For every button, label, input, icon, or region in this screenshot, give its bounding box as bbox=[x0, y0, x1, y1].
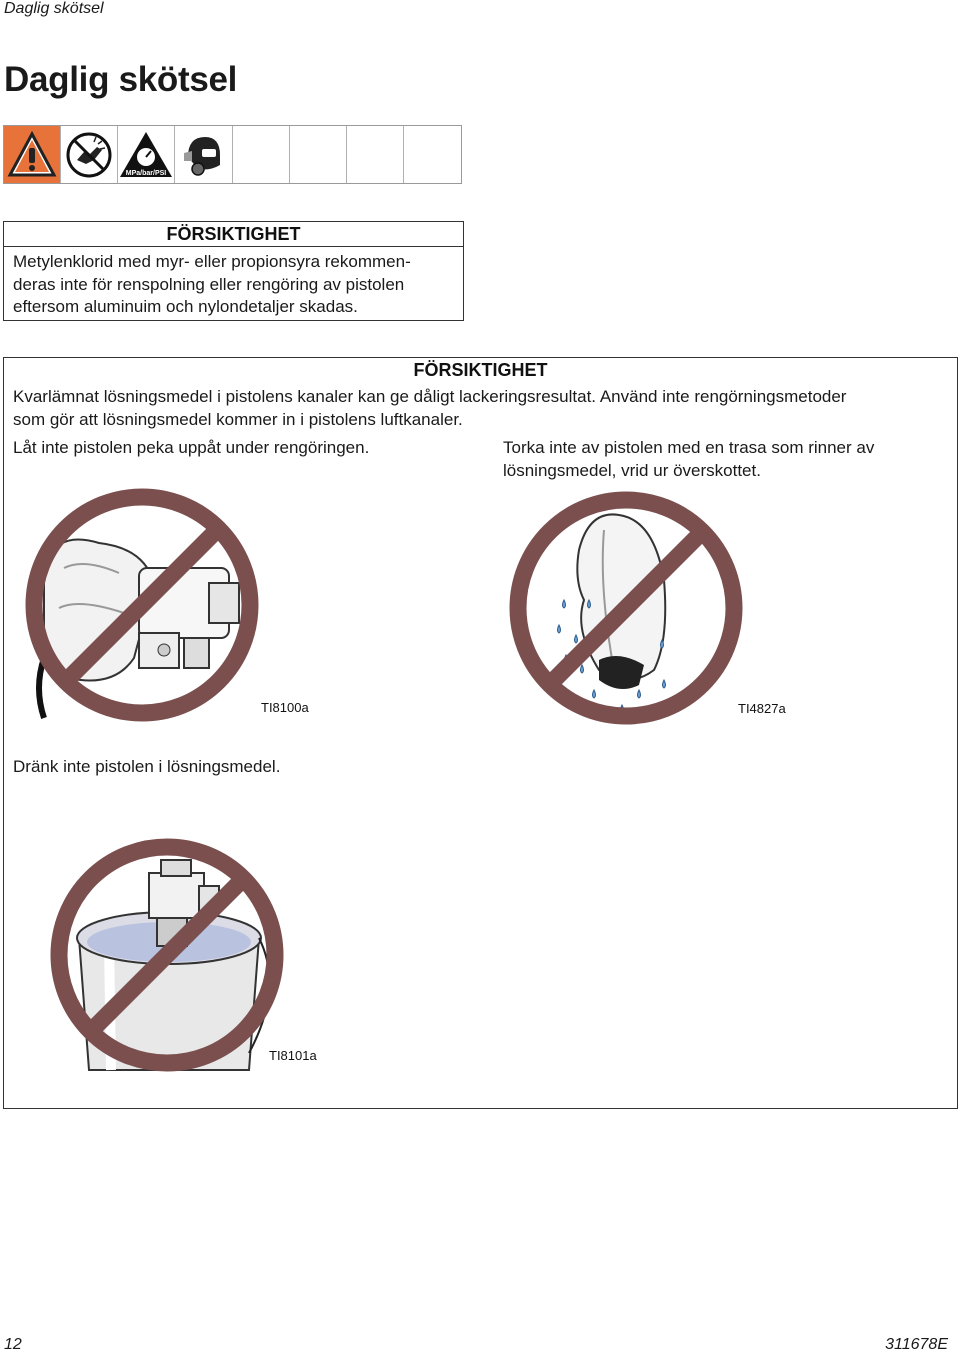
warning-triangle-icon bbox=[7, 131, 57, 179]
document-number: 311678E bbox=[885, 1336, 948, 1353]
caution-text bbox=[4, 382, 957, 431]
hazard-symbol-bar bbox=[3, 125, 462, 184]
instruction-line: lösningsmedel, vrid ur överskottet. bbox=[503, 460, 761, 480]
figure-label: TI4827a bbox=[738, 701, 786, 716]
symbol-cell-empty bbox=[290, 126, 347, 183]
face-protection-icon bbox=[180, 131, 226, 179]
instruction-gun-orientation: Låt inte pistolen peka uppåt under rengöringen. bbox=[13, 438, 370, 457]
symbol-cell bbox=[4, 126, 61, 183]
no-hand-icon bbox=[64, 130, 114, 180]
symbol-cell-empty bbox=[404, 126, 461, 183]
running-header: Daglig skötsel bbox=[4, 0, 104, 17]
caution-line: eftersom aluminuim och nylondetaljer skadas. bbox=[13, 297, 358, 316]
gauge-unit-label: MPa/bar/PSI bbox=[126, 169, 167, 177]
symbol-cell-empty bbox=[347, 126, 404, 183]
figure-label: TI8101a bbox=[269, 1048, 317, 1063]
symbol-cell bbox=[61, 126, 118, 183]
symbol-cell bbox=[118, 126, 175, 183]
figure-dripping-rag bbox=[504, 490, 749, 730]
caution-line: Metylenklorid med myr- eller propionsyra rekommen- bbox=[13, 252, 411, 271]
caution-line: deras inte för renspolning eller rengöring av pistolen bbox=[13, 274, 405, 294]
caution-heading: FÖRSIKTIGHET bbox=[413, 360, 548, 380]
symbol-cell bbox=[175, 126, 232, 183]
figure-gun-upward bbox=[24, 488, 264, 723]
instruction-no-soak: Dränk inte pistolen i lösningsmedel. bbox=[13, 757, 281, 776]
caution-text bbox=[4, 247, 463, 319]
instruction-line: Torka inte av pistolen med en trasa som rinner av bbox=[503, 438, 875, 457]
symbol-cell-empty bbox=[233, 126, 290, 183]
caution-line: som gör att lösningsmedel kommer in i pistolens luftkanaler. bbox=[13, 409, 463, 429]
instruction-rag bbox=[503, 437, 874, 482]
caution-line: Kvarlämnat lösningsmedel i pistolens kanaler kan ge dåligt lackeringsresultat. Använd inte rengörningsmetoder bbox=[13, 387, 847, 406]
caution-box-cleaning bbox=[3, 357, 958, 1109]
caution-box-solvent bbox=[3, 221, 464, 321]
caution-heading: FÖRSIKTIGHET bbox=[4, 222, 463, 247]
pressure-gauge-icon bbox=[118, 130, 174, 180]
figure-gun-in-bucket bbox=[49, 838, 299, 1073]
page-title: Daglig skötsel bbox=[4, 60, 238, 99]
page-number: 12 bbox=[4, 1336, 22, 1353]
figure-label: TI8100a bbox=[261, 700, 309, 715]
